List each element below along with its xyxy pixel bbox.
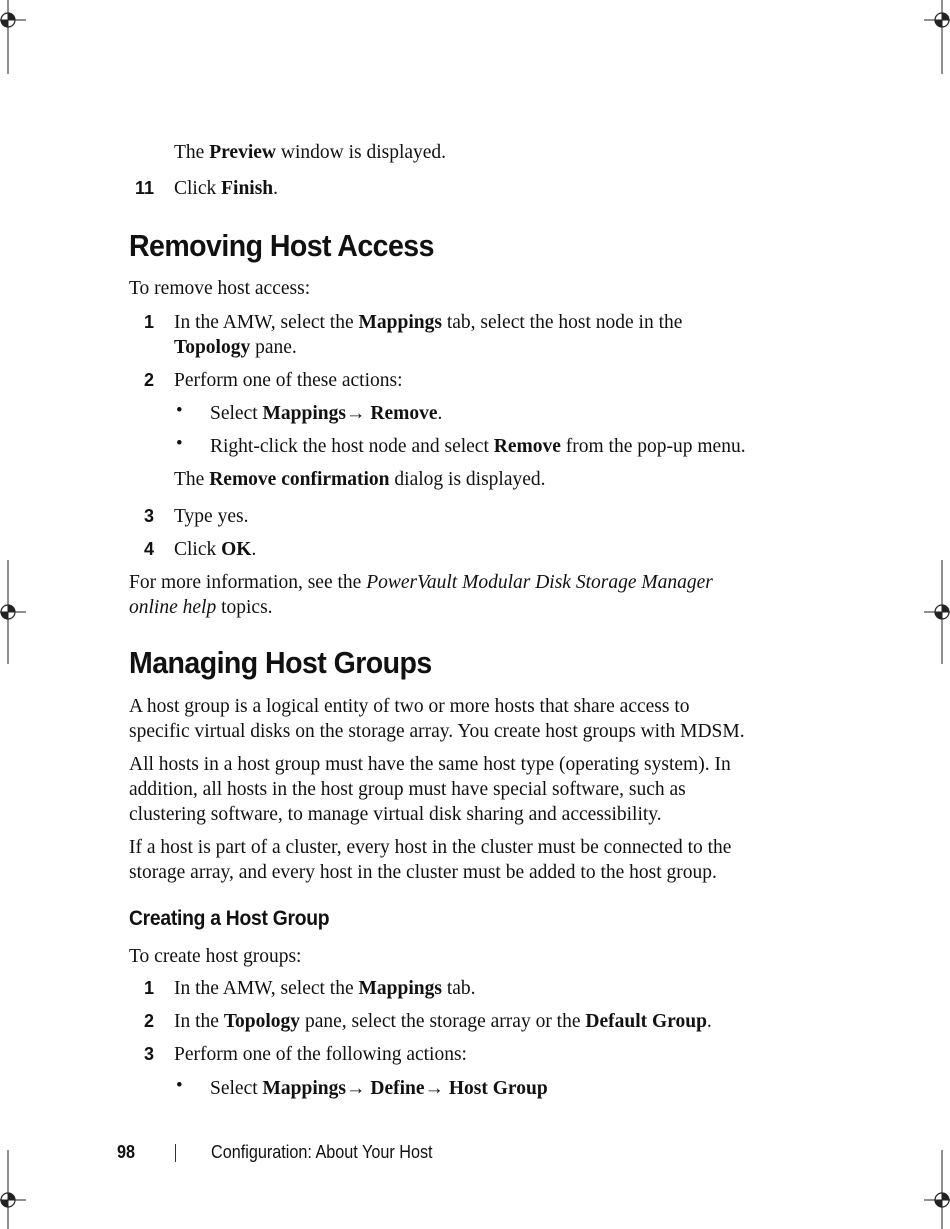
step-text-continued <box>174 335 297 360</box>
step-number: 1 <box>143 312 154 332</box>
more-info-continued <box>129 595 273 620</box>
ui-term: Host Group <box>444 1078 548 1099</box>
arrow-icon: → <box>345 403 366 424</box>
step-text <box>174 176 278 201</box>
text: . <box>706 1011 712 1032</box>
text: tab, select the host node in the <box>441 312 683 333</box>
paragraph-line: addition, all hosts in the host group must have special software, such as <box>129 779 686 800</box>
confirmation-note <box>174 467 546 492</box>
text: from the pop-up menu. <box>560 436 746 457</box>
ui-term: Remove <box>493 436 561 457</box>
ui-term: Default Group <box>585 1011 707 1032</box>
step-text: Perform one of these actions: <box>174 370 403 391</box>
registration-mark-top-left <box>0 0 40 80</box>
text: In the AMW, select the <box>174 978 359 999</box>
step-text <box>174 310 682 335</box>
ui-term: Mappings <box>358 978 442 999</box>
section-heading: Removing Host Access <box>129 228 434 263</box>
text: . <box>437 403 443 424</box>
subsection-heading: Creating a Host Group <box>129 907 330 930</box>
step-number: 2 <box>143 1011 154 1031</box>
text: topics. <box>216 597 273 618</box>
footer-separator <box>175 1144 176 1162</box>
ui-term: Topology <box>223 1011 301 1032</box>
more-info <box>129 570 713 595</box>
text: Right-click the host node and select <box>210 436 494 457</box>
step-number: 3 <box>143 506 154 526</box>
registration-mark-bottom-left <box>0 1150 40 1229</box>
step-number: 1 <box>143 978 154 998</box>
step-text <box>174 537 256 562</box>
text: In the <box>174 1011 224 1032</box>
arrow-icon: → <box>345 1078 366 1099</box>
paragraph-line: All hosts in a host group must have the same host type (operating system). In <box>129 754 731 775</box>
section-intro: To remove host access: <box>129 278 311 299</box>
text: The <box>174 142 210 163</box>
text: pane, select the storage array or the <box>300 1011 586 1032</box>
text: For more information, see the <box>129 572 367 593</box>
step-number: 3 <box>143 1044 154 1064</box>
step-number: 2 <box>143 370 154 390</box>
text: Click <box>174 178 222 199</box>
document-title: online help <box>129 597 217 618</box>
step-text <box>174 1009 712 1034</box>
text: pane. <box>250 337 297 358</box>
bullet-text <box>210 401 442 426</box>
footer-chapter-title: Configuration: About Your Host <box>211 1142 433 1162</box>
ui-term: Mappings <box>262 403 346 424</box>
paragraph-line: storage array, and every host in the cluster must be added to the host group. <box>129 862 717 883</box>
text: The <box>174 469 210 490</box>
paragraph-line: specific virtual disks on the storage array. You create host groups with MDSM. <box>129 721 745 742</box>
section-intro: To create host groups: <box>129 946 302 967</box>
page-number: 98 <box>117 1142 136 1162</box>
bullet-text <box>210 1076 548 1101</box>
text: . <box>273 178 279 199</box>
bullet: • <box>176 400 183 421</box>
section-heading: Managing Host Groups <box>129 645 432 680</box>
paragraph-line: If a host is part of a cluster, every host in the cluster must be connected to the <box>129 837 732 858</box>
ui-term: Preview <box>209 142 276 163</box>
step-text: Type yes. <box>174 506 249 527</box>
text: . <box>251 539 257 560</box>
bullet: • <box>176 433 183 454</box>
paragraph-line: clustering software, to manage virtual disk sharing and accessibility. <box>129 804 662 825</box>
step-number: 4 <box>143 539 154 559</box>
text: Select <box>210 403 263 424</box>
text: Select <box>210 1078 263 1099</box>
ui-term: OK <box>221 539 252 560</box>
ui-term: Define <box>365 1078 425 1099</box>
registration-mark-middle-right <box>910 560 950 670</box>
step-text: Perform one of the following actions: <box>174 1044 467 1065</box>
ui-term: Mappings <box>262 1078 346 1099</box>
ui-term: Remove confirmation <box>209 469 390 490</box>
step-text <box>174 976 476 1001</box>
text: dialog is displayed. <box>389 469 546 490</box>
bullet-text <box>210 434 746 459</box>
registration-mark-bottom-right <box>910 1150 950 1229</box>
registration-mark-top-right <box>910 0 950 80</box>
text: tab. <box>441 978 476 999</box>
paragraph-line: A host group is a logical entity of two or more hosts that share access to <box>129 696 690 717</box>
preview-note <box>174 140 446 165</box>
text: In the AMW, select the <box>174 312 359 333</box>
ui-term: Remove <box>365 403 438 424</box>
text: window is displayed. <box>275 142 447 163</box>
registration-mark-middle-left <box>0 560 40 670</box>
text: Click <box>174 539 222 560</box>
step-number: 11 <box>134 178 154 198</box>
ui-term: Topology <box>174 337 251 358</box>
ui-term: Mappings <box>358 312 442 333</box>
document-title: PowerVault Modular Disk Storage Manager <box>366 572 713 593</box>
arrow-icon: → <box>424 1078 445 1099</box>
bullet: • <box>176 1075 183 1096</box>
ui-term: Finish <box>221 178 274 199</box>
